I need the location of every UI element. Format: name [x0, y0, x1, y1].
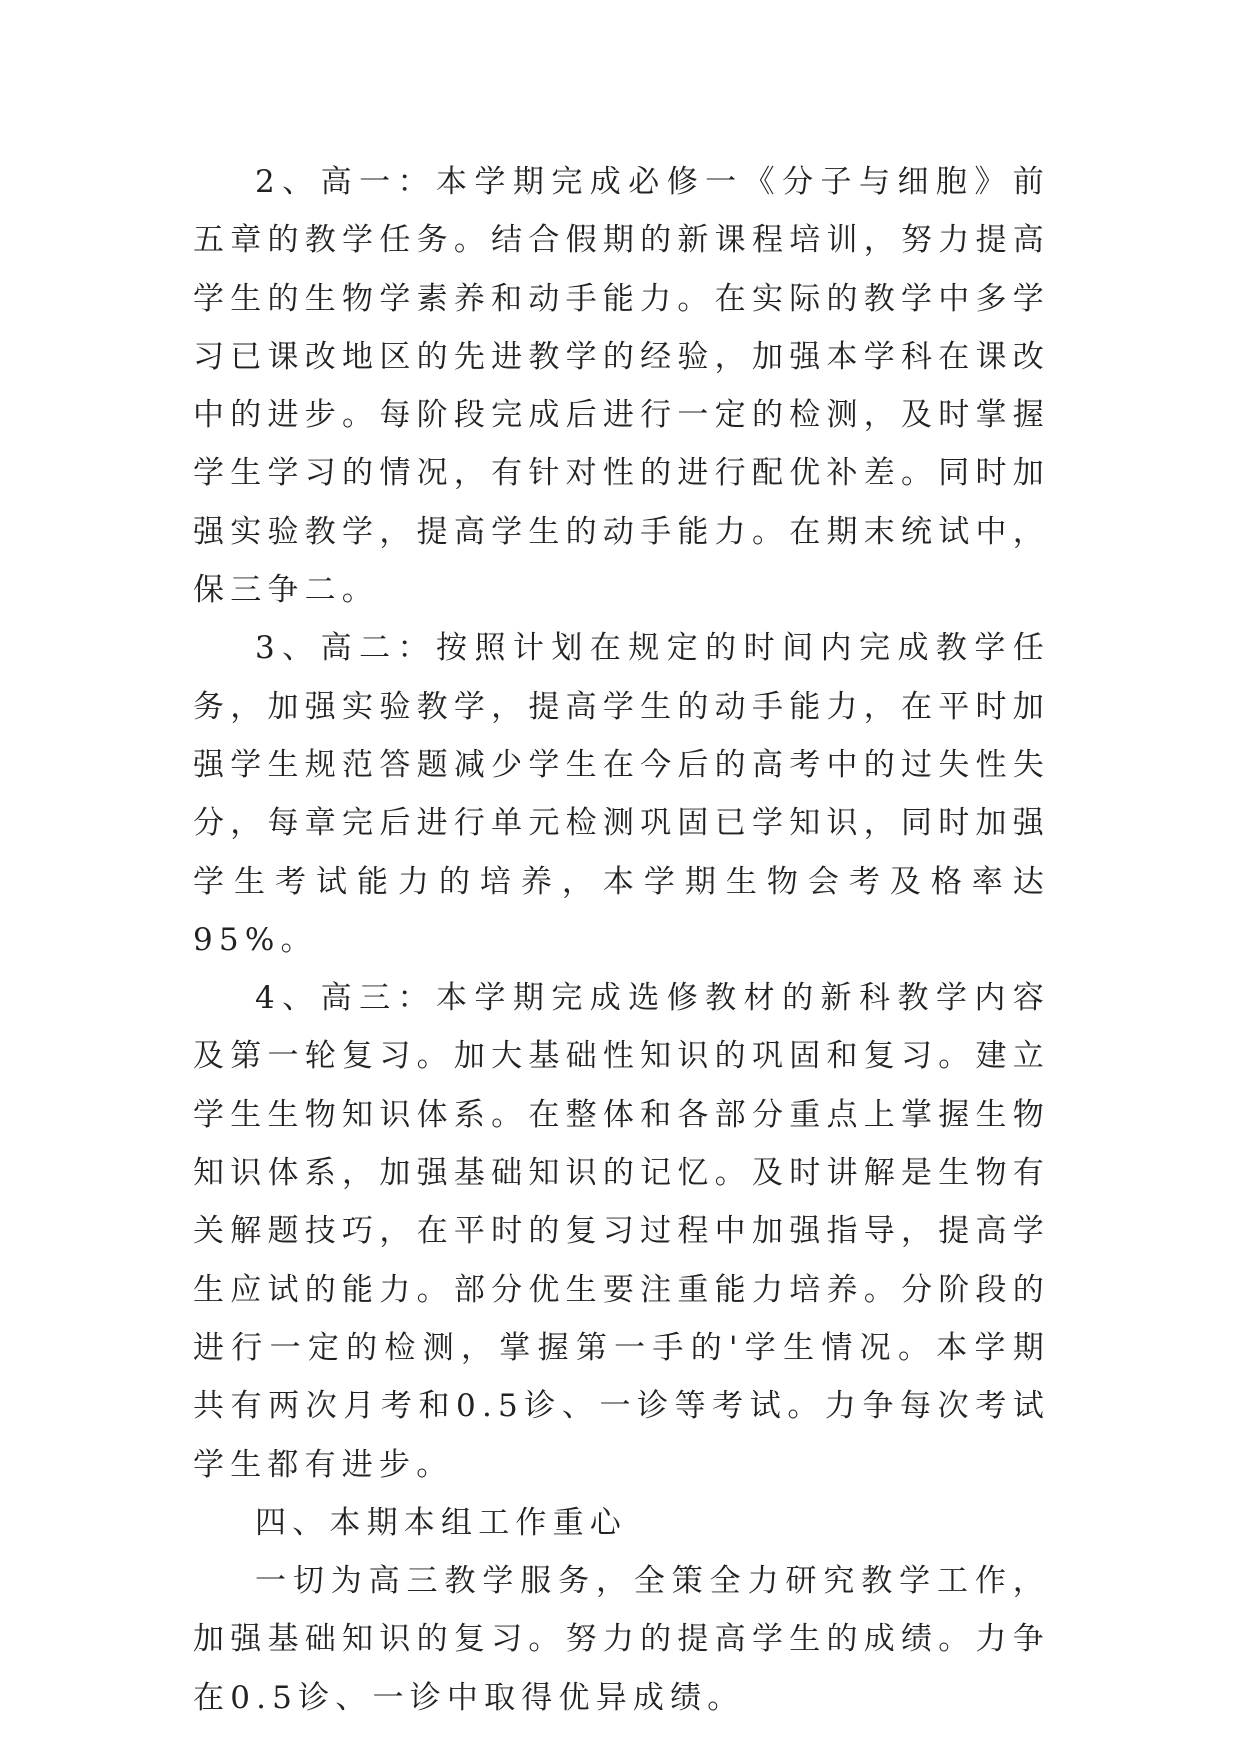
- paragraph-grade-three: 4、高三：本学期完成选修教材的新科教学内容及第一轮复习。加大基础性知识的巩固和复习。建立学生生物知识体系。在整体和各部分重点上掌握生物知识体系，加强基础知识的记忆。及时讲解是生物有关解题技巧，在平时的复习过程中加强指导，提高学生应试的能力。部分优生要注重能力培养。分阶段的进行一定的检测，掌握第一手的'学生情况。本学期共有两次月考和0.5诊、一诊等考试。力争每次考试学生都有进步。: [193, 980, 1050, 1483]
- section-heading: 四、本期本组工作重心: [255, 1504, 627, 1541]
- document-body: [193, 153, 1050, 1727]
- paragraph-grade-one: 2、高一：本学期完成必修一《分子与细胞》前五章的教学任务。结合假期的新课程培训，努力提高学生的生物学素养和动手能力。在实际的教学中多学习已课改地区的先进教学的经验，加强本学科在课改中的进步。每阶段完成后进行一定的检测，及时掌握学生学习的情况，有针对性的进行配优补差。同时加强实验教学，提高学生的动手能力。在期末统试中，保三争二。: [193, 164, 1050, 609]
- paragraph-grade-two: 3、高二：按照计划在规定的时间内完成教学任务，加强实验教学，提高学生的动手能力，在平时加强学生规范答题减少学生在今后的高考中的过失性失分，每章完后进行单元检测巩固已学知识，同时加强学生考试能力的培养，本学期生物会考及格率达95%。: [193, 630, 1050, 958]
- paragraph-work-focus: 一切为高三教学服务，全策全力研究教学工作，加强基础知识的复习。努力的提高学生的成绩。力争在0.5诊、一诊中取得优异成绩。: [193, 1563, 1050, 1716]
